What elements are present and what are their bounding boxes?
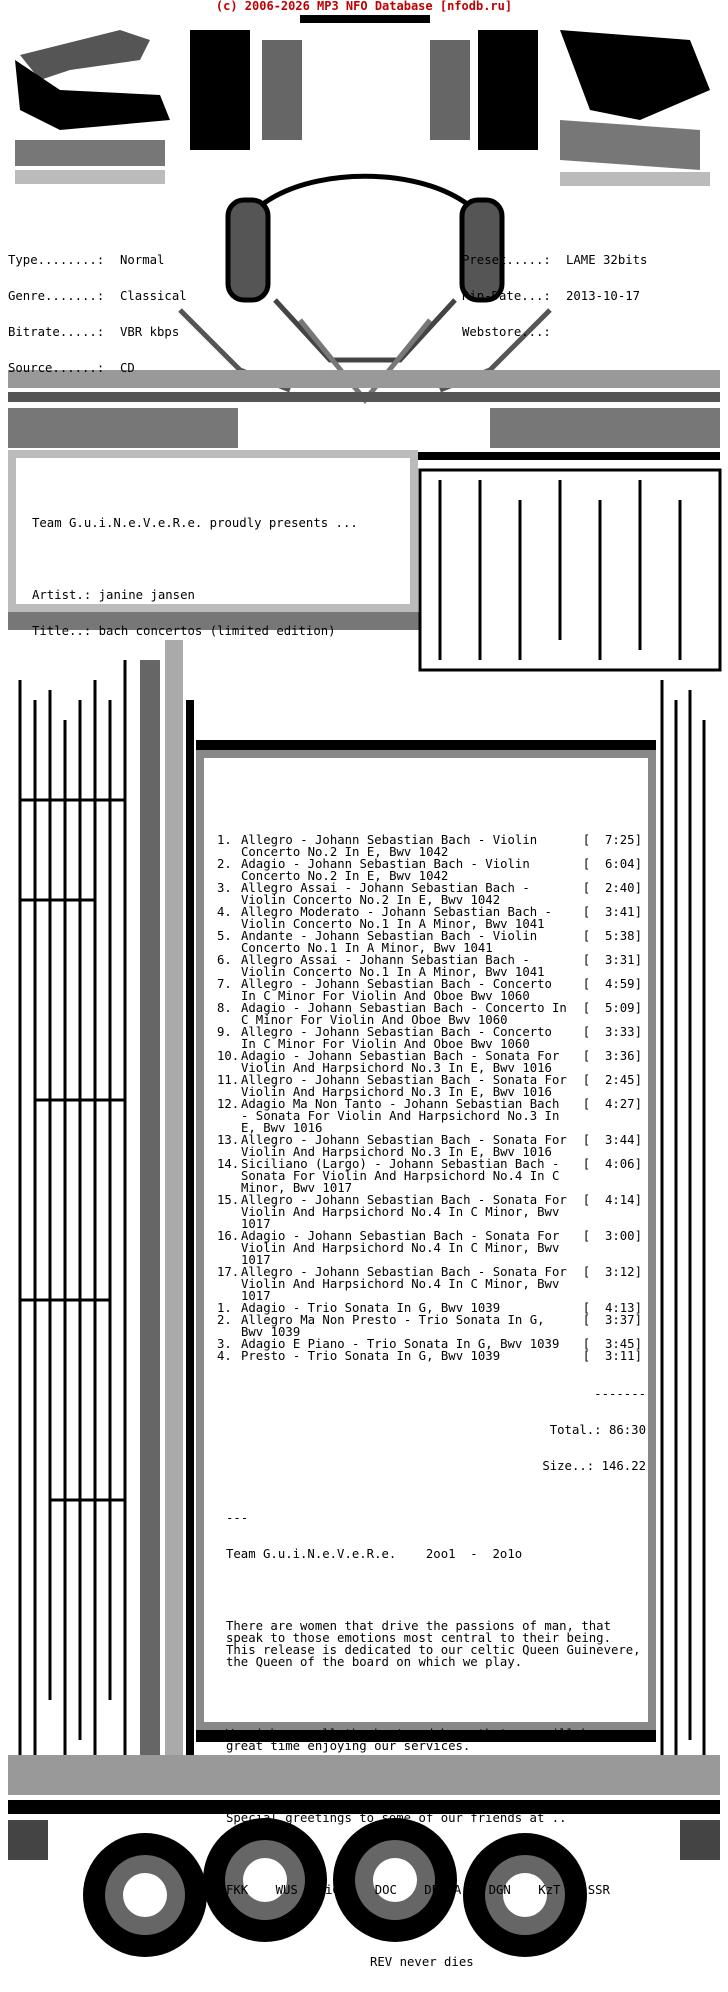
group-name: WUS [275,1883,298,1897]
track-row [217,1158,647,1194]
release-info-right [462,230,647,350]
total-length: Total.: 86:30 [549,1423,646,1437]
info-row-webstore: Webstore...: [462,325,551,339]
track-row [217,1050,647,1074]
track-number: 3. [217,1337,232,1351]
track-row [217,1074,647,1098]
track-length: [ 3:00] [582,1229,642,1243]
track-row [217,1002,647,1026]
info-row-preset: Preset.....: LAME 32bits [462,253,648,267]
footer-motto: REV never dies [370,1955,474,1969]
track-title: Allegro - Johann Sebastian Bach - Violin Concerto No.2 In E, Bwv 1042 [241,833,545,859]
track-length: [ 7:25] [582,833,642,847]
track-length: [ 5:38] [582,929,642,943]
track-number: 13. [217,1133,240,1147]
totals-divider: ------- [594,1387,646,1401]
track-title: Allegro - Johann Sebastian Bach - Sonata For Violin And Harpsichord No.3 In E, Bwv 1016 [241,1073,575,1099]
track-length: [ 3:45] [582,1337,642,1351]
track-length: [ 3:12] [582,1265,642,1279]
track-length: [ 4:27] [582,1097,642,1111]
track-title: Adagio E Piano - Trio Sonata In G, Bwv 1039 [241,1337,560,1351]
info-row-bitrate: Bitrate.....: VBR kbps [8,325,180,339]
track-number: 9. [217,1025,232,1039]
track-row [217,1350,647,1362]
logo-art [15,15,710,186]
footer-dedication: There are women that drive the passions of man, that speak to those emotions most central to their being. This release is dedicated to our celtic Queen Guinevere, the Queen of the board on which we play. [226,1619,648,1669]
track-row [217,1266,647,1302]
track-number: 10. [217,1049,240,1063]
track-length: [ 4:59] [582,977,642,991]
total-size: Size..: 146.22 [542,1459,646,1473]
track-title: Allegro Ma Non Presto - Trio Sonata In G, Bwv 1039 [241,1313,552,1339]
group-name: FKK [226,1883,249,1897]
track-length: [ 5:09] [582,1001,642,1015]
track-length: [ 6:04] [582,857,642,871]
track-title: Siciliano (Largo) - Johann Sebastian Bach - Sonata For Violin And Harpsichord No.4 In C Minor, Bwv 1017 [241,1157,567,1195]
track-length: [ 3:31] [582,953,642,967]
footer-team: Team G.u.i.N.e.V.e.R.e. 2oo1 - 2o1o [226,1547,523,1561]
track-number: 8. [217,1001,232,1015]
track-number: 2. [217,1313,232,1327]
track-row [217,858,647,882]
presents-block [32,493,358,649]
info-row-genre: Genre.......: Classical [8,289,187,303]
track-title: Presto - Trio Sonata In G, Bwv 1039 [241,1349,501,1363]
track-number: 11. [217,1073,240,1087]
track-number: 3. [217,881,232,895]
footer-groups [226,1884,610,1896]
track-number: 17. [217,1265,240,1279]
track-title: Adagio - Johann Sebastian Bach - Concerto In C Minor For Violin And Oboe Bwv 1060 [241,1001,575,1027]
info-row-rip-date: Rip-Date...: 2013-10-17 [462,289,641,303]
footer-greetings: Special greetings to some of our friends at .. [226,1811,567,1825]
left-maze [20,660,125,1790]
group-name: DOC [374,1883,397,1897]
album-title: bach concertos (limited edition) [98,624,336,638]
footer-block [226,1488,646,1980]
track-number: 6. [217,953,232,967]
track-title: Allegro Assai - Johann Sebastian Bach - Violin Concerto No.2 In E, Bwv 1042 [241,881,538,907]
tracklist [217,834,647,1362]
track-title: Allegro - Johann Sebastian Bach - Concerto In C Minor For Violin And Oboe Bwv 1060 [241,977,560,1003]
track-title: Allegro - Johann Sebastian Bach - Sonata For Violin And Harpsichord No.4 In C Minor, Bwv 1017 [241,1193,575,1231]
track-row [217,1314,647,1338]
site-banner-link[interactable]: (c) 2006-2026 MP3 NFO Database [nfodb.ru] [215,0,513,13]
artist-line: Artist.: janine jansen [32,588,195,602]
track-number: 12. [217,1097,240,1111]
track-title: Adagio Ma Non Tanto - Johann Sebastian Bach - Sonata For Violin And Harpsichord No.3 In E, Bwv 1016 [241,1097,567,1135]
artist-name: janine jansen [98,588,195,602]
track-number: 4. [217,905,232,919]
track-length: [ 4:13] [582,1301,642,1315]
track-title: Adagio - Johann Sebastian Bach - Violin Concerto No.2 In E, Bwv 1042 [241,857,538,883]
track-row [217,1134,647,1158]
track-number: 14. [217,1157,240,1171]
track-number: 1. [217,833,232,847]
footer-dashes: --- [226,1511,249,1525]
track-row [217,1026,647,1050]
track-length: [ 4:06] [582,1157,642,1171]
group-name: DGN [488,1883,511,1897]
track-row [217,1230,647,1266]
title-line: Title..: bach concertos (limited edition) [32,624,336,638]
left-column [140,660,160,1780]
track-number: 1. [217,1301,232,1315]
group-name: DELTA [424,1883,462,1897]
track-row [217,1098,647,1134]
track-title: Andante - Johann Sebastian Bach - Violin Concerto No.1 In A Minor, Bwv 1041 [241,929,545,955]
track-number: 5. [217,929,232,943]
track-title: Adagio - Johann Sebastian Bach - Sonata For Violin And Harpsichord No.4 In C Minor, Bwv 1017 [241,1229,567,1267]
release-info-left [8,230,187,386]
track-length: [ 3:41] [582,905,642,919]
track-number: 2. [217,857,232,871]
track-title: Adagio - Johann Sebastian Bach - Sonata For Violin And Harpsichord No.3 In E, Bwv 1016 [241,1049,567,1075]
totals-block [528,1364,646,1484]
track-number: 7. [217,977,232,991]
track-title: Allegro - Johann Sebastian Bach - Concerto In C Minor For Violin And Oboe Bwv 1060 [241,1025,560,1051]
track-row [217,882,647,906]
track-row [217,954,647,978]
right-maze [662,680,704,1780]
track-length: [ 3:37] [582,1313,642,1327]
track-title: Allegro Moderato - Johann Sebastian Bach - Violin Concerto No.1 In A Minor, Bwv 1041 [241,905,560,931]
track-length: [ 3:33] [582,1025,642,1039]
footer-wish: We wish you all the best and hope that you will have a great time enjoying our services. [226,1727,634,1753]
track-number: 4. [217,1349,232,1363]
group-name: SSR [587,1883,610,1897]
track-length: [ 4:14] [582,1193,642,1207]
track-row [217,834,647,858]
track-row [217,1194,647,1230]
track-row [217,930,647,954]
track-length: [ 3:36] [582,1049,642,1063]
track-title: Adagio - Trio Sonata In G, Bwv 1039 [241,1301,501,1315]
group-name: iGN [325,1883,348,1897]
track-title: Allegro - Johann Sebastian Bach - Sonata For Violin And Harpsichord No.3 In E, Bwv 1016 [241,1133,575,1159]
track-row [217,906,647,930]
track-length: [ 3:44] [582,1133,642,1147]
info-row-type: Type........: Normal [8,253,165,267]
track-row [217,978,647,1002]
info-row-source: Source......: CD [8,361,135,375]
track-length: [ 3:11] [582,1349,642,1363]
group-name: KzT [538,1883,561,1897]
track-title: Allegro - Johann Sebastian Bach - Sonata For Violin And Harpsichord No.4 In C Minor, Bwv 1017 [241,1265,575,1303]
track-number: 15. [217,1193,240,1207]
track-number: 16. [217,1229,240,1243]
presents-intro: Team G.u.i.N.e.V.e.R.e. proudly presents ... [32,516,358,530]
track-length: [ 2:45] [582,1073,642,1087]
track-title: Allegro Assai - Johann Sebastian Bach - Violin Concerto No.1 In A Minor, Bwv 1041 [241,953,545,979]
track-length: [ 2:40] [582,881,642,895]
